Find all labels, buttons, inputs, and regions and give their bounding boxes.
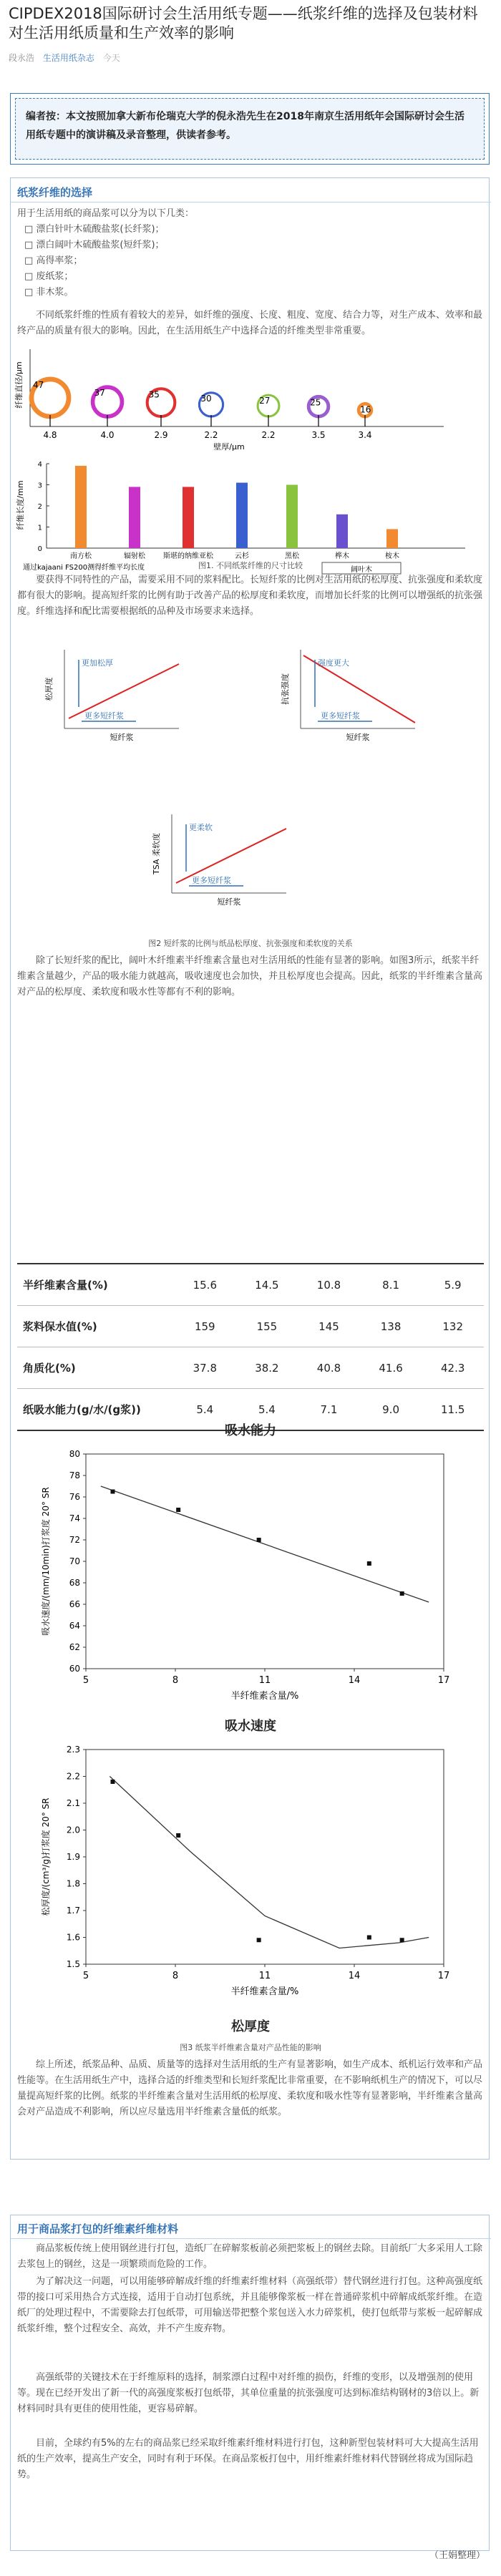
wall-thickness-label: 2.2 xyxy=(261,430,276,440)
wall-thickness-label: 3.5 xyxy=(311,430,326,440)
row-label: 角质化(%) xyxy=(23,1362,76,1375)
table-cell: 15.6 xyxy=(193,1278,217,1292)
tick-label: 72 xyxy=(69,1535,80,1545)
editor-signature: （王娟整理） xyxy=(429,2550,485,2561)
paragraph: 综上所述，纸浆品种、品质、质量等的选择对生活用纸的生产有显著影响，如生产成本、纸机运行效率和产品性能等。在生活用纸生产中，选择合适的纤维类型和长短纤浆配比非常重要，在不影响纸机生产的情况下，可以尽量提高短纤浆的比例。纸浆的半纤维素含量对生活用纸的松厚度、柔软度和吸水性等有显著影响，半纤维素含量高会对产品造成不利影响，所以应尽量选用半纤维素含量低的纸浆。 xyxy=(17,2059,483,2117)
wall-thickness-label: 2.2 xyxy=(204,430,218,440)
tick-label: 2.1 xyxy=(66,1798,80,1808)
trend-annotation: 更多短纤浆 xyxy=(192,876,231,885)
table-cell: 14.5 xyxy=(255,1278,279,1292)
data-point xyxy=(367,1936,371,1940)
tick-label: 1.8 xyxy=(66,1878,80,1889)
trend-annotation: 更多短纤浆 xyxy=(84,711,124,721)
data-point xyxy=(257,1538,261,1542)
length-bar xyxy=(236,483,248,548)
table-row xyxy=(17,1347,484,1389)
table-cell: 37.8 xyxy=(193,1361,217,1375)
trend-annotation: 强度更大 xyxy=(318,658,349,668)
table-cell: 41.6 xyxy=(379,1361,403,1375)
axis-label: 短纤浆 xyxy=(346,733,370,742)
softness-chart xyxy=(151,814,286,907)
trend-annotation: 更多短纤浆 xyxy=(321,711,360,721)
section-heading-fiber: 纸浆纤维的选择 xyxy=(17,186,93,199)
tensile-chart xyxy=(280,650,415,742)
tick-label: 2 xyxy=(37,503,42,511)
list-item: □ 漂白阔叶木硫酸盐浆(短纤浆)； xyxy=(24,240,165,250)
tick-label: 11 xyxy=(258,1971,271,1981)
table-cell: 155 xyxy=(256,1319,278,1333)
tick-label: 80 xyxy=(69,1449,80,1459)
tick-label: 0 xyxy=(37,545,42,553)
data-point xyxy=(400,1938,404,1942)
table-row xyxy=(17,1306,484,1347)
tick-label: 2.0 xyxy=(66,1825,80,1835)
fiber-diameter-label: 27 xyxy=(259,396,271,406)
absorbency-chart xyxy=(29,1440,472,1712)
tick-label: 3 xyxy=(37,482,42,490)
data-point xyxy=(111,1780,115,1784)
tick-label: 1.5 xyxy=(66,1959,80,1969)
table-cell: 7.1 xyxy=(320,1402,338,1416)
tick-label: 64 xyxy=(69,1621,80,1631)
axis-label: 松厚度 xyxy=(44,677,54,701)
absorbency-rate-chart xyxy=(29,1735,472,2014)
tick-label: 4 xyxy=(37,461,42,469)
tick-label: 60 xyxy=(69,1664,80,1674)
paragraph: 为了解决这一问题，可以用能够碎解成纤维的纤维素纤维材料（高强纸带）替代钢丝进行打包。这种高强度纸带的接口可采用热合方式连接，适用于自动打包系统，并且能够像浆板一样在普通碎浆机中碎解成纸浆纤维。在造纸厂的处理过程中，不需要除去打包纸带，可用输送带把整个浆包送入水力碎浆机，使打包纸带与浆板一起碎解成纸浆纤维，整个过程安全、高效，并不产生废弃物。 xyxy=(17,2276,483,2334)
paragraph: 目前，全球约有5%的左右的商品浆已经采取纤维素纤维材料进行打包，这种新型包装材料可大大提高生活用纸的生产效率，提高生产安全，同时有利于环保。在商品浆板打包中，用纤维素纤维材料代替钢丝将成为国际趋势。 xyxy=(17,2438,479,2480)
table-cell: 145 xyxy=(318,1319,339,1333)
plot-frame xyxy=(86,1750,444,1964)
table-cell: 9.0 xyxy=(382,1402,399,1416)
tick-label: 70 xyxy=(69,1556,80,1566)
table-cell: 5.4 xyxy=(258,1402,276,1416)
figure-caption: 图2 短纤浆的比例与纸品松厚度、抗张强度和柔软度的关系 xyxy=(148,939,353,948)
fiber-length-chart xyxy=(15,461,465,574)
row-label: 纸吸水能力(g/水/(g浆)) xyxy=(23,1403,141,1416)
bar-label: 斯堪的纳维亚松 xyxy=(163,552,213,560)
table-row xyxy=(17,1264,484,1306)
fiber-diameter-label: 37 xyxy=(94,388,105,399)
tick-label: 66 xyxy=(69,1599,80,1609)
bar-label: 黑松 xyxy=(285,552,299,560)
tick-label: 2.3 xyxy=(66,1745,80,1755)
table-cell: 159 xyxy=(194,1319,215,1333)
axis-label: 抗张强度 xyxy=(281,673,290,705)
paragraph: 商品浆板传统上使用钢丝进行打包，造纸厂在碎解浆板前必须把浆板上的钢丝去除。目前纸厂大多采用人工除去浆包上的钢丝，这是一项繁琐而危险的工作。 xyxy=(17,2243,483,2270)
bulk-chart xyxy=(44,650,179,742)
axis-label: 壁厚/μm xyxy=(213,442,245,452)
axis-label: 纤维长度/mm xyxy=(16,480,25,530)
tick-label: 5 xyxy=(82,1971,89,1981)
chart-title: 吸水速度 xyxy=(225,1719,276,1734)
table-cell: 138 xyxy=(380,1319,402,1333)
axis-label: 纤维直径/μm xyxy=(14,361,24,409)
data-point xyxy=(176,1833,180,1838)
axis-label: 吸水速度/(mm/10min)打浆度 20° SR xyxy=(41,1487,51,1636)
tick-label: 74 xyxy=(69,1513,80,1523)
list-item: □ 高得率浆； xyxy=(24,255,83,266)
wall-thickness-label: 3.4 xyxy=(358,430,372,440)
tick-label: 17 xyxy=(437,1675,450,1686)
fit-line xyxy=(110,1777,429,1948)
bar-label: 云杉 xyxy=(235,552,249,560)
axis-label: 短纤浆 xyxy=(217,897,241,907)
group-label: 阔叶木 xyxy=(351,566,372,574)
source-link[interactable]: 生活用纸杂志 xyxy=(42,53,94,63)
section-heading-packaging: 用于商品浆打包的纤维素纤维材料 xyxy=(17,2223,179,2235)
figure-note: 通过kajaani FS200测得纤维平均长度 xyxy=(23,564,145,572)
table-cell: 5.4 xyxy=(196,1402,214,1416)
table-cell: 38.2 xyxy=(255,1361,279,1375)
bar-label: 南方松 xyxy=(70,552,92,560)
data-point xyxy=(257,1938,261,1942)
editor-note-text: 编者按：本文按照加拿大新布伦瑞克大学的倪永浩先生在2018年南京生活用纸年会国际研讨会生活用纸专题中的演讲稿及录音整理，供读者参考。 xyxy=(15,98,485,160)
tick-label: 78 xyxy=(69,1470,80,1480)
tick-label: 1.7 xyxy=(66,1906,80,1916)
table-cell: 10.8 xyxy=(316,1278,341,1292)
wall-thickness-label: 2.9 xyxy=(154,430,168,440)
tick-label: 1.9 xyxy=(66,1852,80,1862)
wall-thickness-label: 4.8 xyxy=(43,430,57,440)
length-bar xyxy=(129,487,140,548)
fiber-diameter-label: 16 xyxy=(360,404,371,415)
axis-label: 半纤维素含量/% xyxy=(230,1986,299,1997)
trend-line xyxy=(69,664,179,718)
fiber-diameter-label: 35 xyxy=(148,389,160,400)
list-item: □ 非木浆。 xyxy=(24,287,74,298)
data-point xyxy=(367,1561,371,1566)
trend-line xyxy=(176,829,286,883)
tick-label: 8 xyxy=(172,1675,179,1686)
tick-label: 2.2 xyxy=(66,1771,80,1782)
fit-line xyxy=(101,1486,429,1602)
tick-label: 76 xyxy=(69,1492,80,1502)
tick-label: 68 xyxy=(69,1578,80,1588)
figure-caption: 图3 纸浆半纤维素含量对产品性能的影响 xyxy=(180,2043,321,2052)
short-fiber-relation-figure xyxy=(14,628,487,936)
section-divider xyxy=(10,2238,491,2239)
trend-annotation: 更柔软 xyxy=(189,823,213,832)
bar-label: 辐射松 xyxy=(124,552,145,560)
bar-label: 桦木 xyxy=(335,552,349,560)
chart-title: 吸水能力 xyxy=(225,1423,276,1438)
plot-frame xyxy=(86,1454,444,1669)
axis-label: 松厚度/(cm³/g)打浆度 20° SR xyxy=(41,1797,51,1916)
chart-title: 松厚度 xyxy=(231,2019,270,2034)
pulp-type-list xyxy=(24,222,165,301)
tick-label: 1 xyxy=(37,524,42,532)
tick-label: 1.6 xyxy=(66,1932,80,1943)
paragraph: 不同纸浆纤维的性质有着较大的差异，如纤维的强度、长度、粗度、宽度、结合力等，对生产成本、效率和最终产品的质量有很大的影响。因此，在生活用纸生产中选择合适的纤维类型非常重要。 xyxy=(17,310,483,336)
data-point xyxy=(176,1508,180,1512)
table-cell: 40.8 xyxy=(316,1361,341,1375)
paragraph: 除了长短纤浆的配比，阔叶木纤维素半纤维素含量也对生活用纸的性能有显著的影响。如图3所示，纸浆半纤维素含量越少，产品的吸水能力就越高，吸收速度也会加快，并且松厚度也会提高。因此，纸浆的半纤维素含量高对产品的松厚度、柔软度和吸水性等都有不利的影响。 xyxy=(17,955,483,997)
author-name: 段永浩 xyxy=(9,53,35,63)
table-cell: 132 xyxy=(442,1319,463,1333)
table-cell: 11.5 xyxy=(440,1402,465,1416)
publish-time: 今天 xyxy=(102,53,120,63)
data-point xyxy=(111,1490,115,1494)
paragraph: 高强纸带的关键技术在于纤维原料的选择，制浆漂白过程中对纤维的损伤，纤维的变形，以及增强剂的使用等。现在已经开发出了新一代的高强度浆板打包纸带，其单位重量的抗张强度可达到标准结构钢材的3倍以上。新材料同时具有更佳的使用性能，更容易碎解。 xyxy=(17,2372,480,2414)
row-label: 浆料保水值(%) xyxy=(23,1320,97,1333)
fiber-diameter-label: 47 xyxy=(33,380,44,390)
length-bar xyxy=(75,466,87,548)
axis-label: 短纤浆 xyxy=(110,733,134,742)
table-cell: 8.1 xyxy=(382,1278,399,1292)
article-title: CIPDEX2018国际研讨会生活用纸专题——纸浆纤维的选择及包装材料对生活用纸质量和生产效率的影响 xyxy=(9,5,478,42)
tick-label: 62 xyxy=(69,1642,80,1652)
length-bar xyxy=(336,514,348,548)
figure-caption: 图1. 不同纸浆纤维的尺寸比较 xyxy=(198,561,303,570)
tick-label: 5 xyxy=(82,1675,89,1686)
length-bar xyxy=(286,485,298,549)
intro-text: 用于生活用纸的商品浆可以分为以下几类： xyxy=(17,208,195,219)
tick-label: 8 xyxy=(172,1971,179,1981)
axis-label: TSA 柔软度 xyxy=(152,833,161,874)
table-cell: 42.3 xyxy=(440,1361,465,1375)
tick-label: 11 xyxy=(258,1675,271,1686)
trend-annotation: 更加松厚 xyxy=(82,658,113,668)
tick-label: 17 xyxy=(437,1971,450,1981)
fiber-diameter-chart xyxy=(14,349,444,452)
tick-label: 14 xyxy=(348,1675,361,1686)
table-cell: 5.9 xyxy=(444,1278,462,1292)
axis-label: 半纤维素含量/% xyxy=(230,1691,299,1702)
length-bar xyxy=(386,529,398,548)
article-meta xyxy=(9,52,120,64)
data-point xyxy=(400,1591,404,1596)
list-item: □ 废纸浆； xyxy=(24,271,74,282)
tick-label: 14 xyxy=(348,1971,361,1981)
wall-thickness-label: 4.0 xyxy=(100,430,115,440)
hemicellulose-table xyxy=(17,1263,484,1431)
paragraph: 要获得不同特性的产品，需要采用不同的浆料配比。长短纤浆的比例对生活用纸的松厚度、抗张强度和柔软度都有很大的影响。提高短纤浆的比例有助于改善产品的松厚度和柔软度，而增加长纤浆的比例可以增强纸的抗张强度。纤维选择和配比需要根据纸的品种及市场要求来选择。 xyxy=(17,575,483,617)
editor-note-box xyxy=(10,93,490,165)
length-bar xyxy=(183,487,194,548)
bar-label: 桉木 xyxy=(385,552,399,560)
row-label: 半纤维素含量(%) xyxy=(23,1279,108,1292)
fiber-diameter-label: 25 xyxy=(310,397,321,408)
fiber-diameter-label: 30 xyxy=(200,393,212,404)
list-item: □ 漂白针叶木硫酸盐浆(长纤浆)； xyxy=(24,224,165,235)
section-divider xyxy=(10,202,491,203)
